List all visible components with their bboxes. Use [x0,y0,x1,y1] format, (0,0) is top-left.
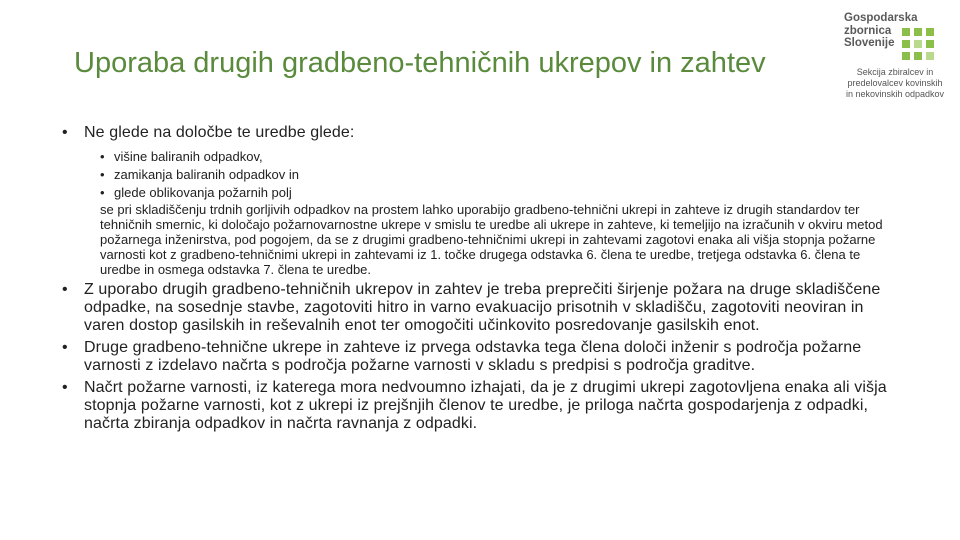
logo-name-line: Slovenije [844,37,895,49]
logo-sub-line: predelovalcev kovinskih [847,78,943,88]
bullet-dot: • [62,124,68,141]
sub-bullet-item: • glede oblikovanja požarnih polj [100,184,892,202]
bullet-dot: • [62,339,68,356]
bullet-text: Načrt požarne varnosti, iz katerega mora nedvoumno izhajati, da je z drugimi ukrepi zagotovljena enaka ali višja stopnja požarne varnosti, kot z ukrepi iz prejšnjih členov te uredbe, je priloga načrta gospodarjenja z odpadki, načrta zbiranja odpadkov in načrta ravnanja z odpadki. [84,379,887,432]
bullet-intro-text: Ne glede na določbe te uredbe glede: [84,124,355,141]
logo-name-line: zbornica [844,24,892,37]
bullet-item [62,339,892,375]
logo-name [844,12,918,50]
sub-bullet-item: • višine baliranih odpadkov, [100,148,892,166]
logo-sub-line: in nekovinskih odpadkov [845,89,945,99]
bullet-text: Druge gradbeno-tehnične ukrepe in zahteve iz prvega odstavka tega člena določi inženir s področja požarne varnosti z izdelavo načrta s področja požarne varnosti v skladu s predpisi s področja graditve. [84,339,862,374]
logo-subtitle [836,67,954,100]
bullet-item [62,281,892,335]
logo-name-line: Gospodarska [844,12,918,24]
bullet-text: Z uporabo drugih gradbeno-tehničnih ukrepov in zahtev je treba preprečiti širjenje požara na druge skladiščene odpadke, na sosednje stavbe, zagotoviti hitro in varno evakuacijo prisotnih v skladišču, zagotoviti neoviran in varen dostop gasilskih in reševalnih enot ter omogočiti učinkovito posredovanje gasilskih enot. [84,281,881,334]
sub-bullet-list [62,148,892,202]
bullet-dot: • [62,281,68,298]
bullet-item [62,379,892,433]
slide-content [62,124,892,433]
bullet-intro [62,124,892,142]
logo-sub-line: Sekcija zbiralcev in [856,67,934,77]
bullet-dot: • [62,379,68,396]
logo-grid-icon [900,26,938,64]
slide-title: Uporaba drugih gradbeno-tehničnih ukrepov in zahtev [74,47,766,79]
gzs-logo [836,10,956,110]
continuation-paragraph: se pri skladiščenju trdnih gorljivih odpadkov na prostem lahko uporabijo gradbeno-tehnični ukrepi in zahteve iz drugih standardov ter tehničnih smernic, ki določajo požarnovarnostne ukrepe v smislu te uredbe ali ukrepe in zahteve, ki temeljijo na izračunih v okviru metod požarnega inženirstva, pod pogojem, da se z drugimi gradbeno-tehničnimi ukrepi in zahtevami zagotovi enaka ali višja stopnja požarne varnosti kot z gradbeno-tehničnimi ukrepi in zahtevami iz 1. točke drugega odstavka 6. člena te uredbe, tretjega odstavka 6. člena te uredbe in osmega odstavka 7. člena te uredbe. [100,202,883,277]
sub-bullet-item: • zamikanja baliranih odpadkov in [100,166,892,184]
